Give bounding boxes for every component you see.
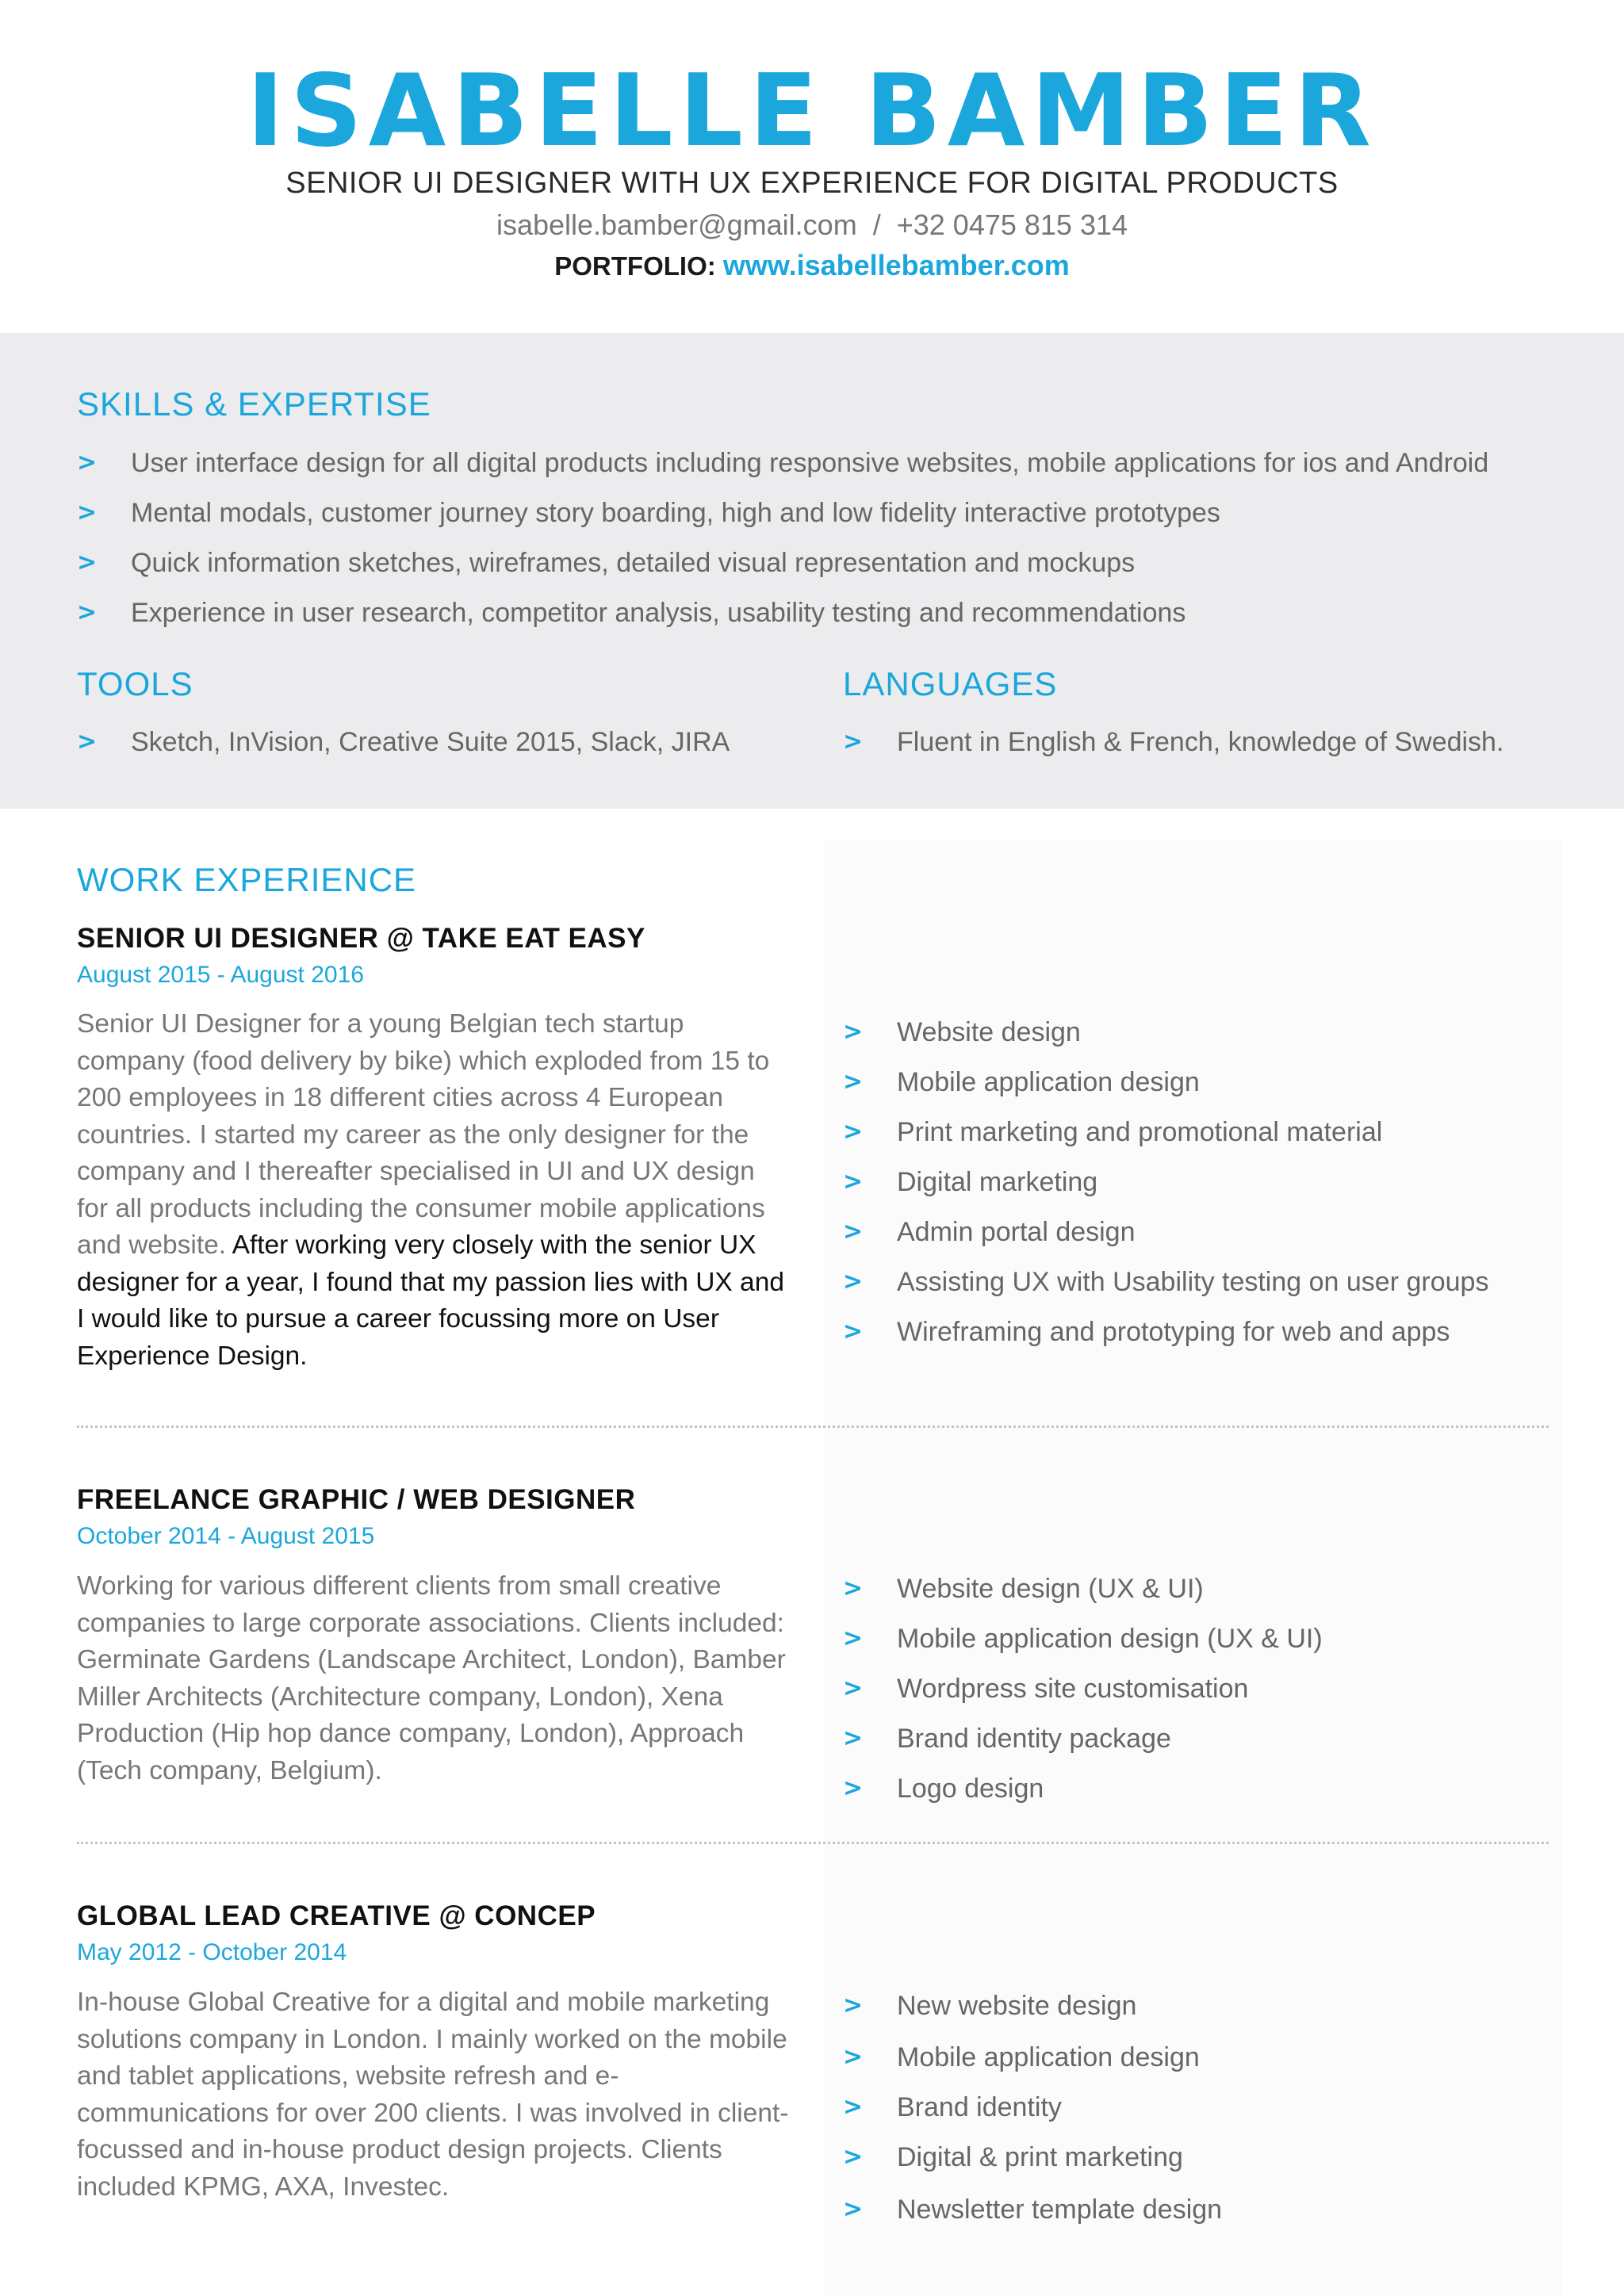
job-duty: > Logo design [897,1771,1044,1806]
skill-item: > User interface design for all digital products including responsive websites, mobile applications for ios and Android [131,446,1488,480]
chevron-right-icon: > [843,1018,864,1046]
chevron-right-icon: > [843,2093,864,2121]
job-description: Working for various different clients from small creative companies to large corporate associations. Clients included: Germinate Gardens (Landscape Architect, London), Bamber Miller Architects (Architecture company, London), Xena Production (Hip hop dance company, London), Approach (Tech company, Belgium). [77,1571,786,1785]
section-divider [77,1425,1549,1428]
job-title: FREELANCE GRAPHIC / WEB DESIGNER [77,1484,636,1515]
job-duty: > Print marketing and promotional material [897,1115,1382,1150]
chevron-right-icon: > [77,728,98,756]
chevron-right-icon: > [843,1724,864,1752]
job-duty: > Mobile application design [897,2040,1200,2075]
chevron-right-icon: > [843,728,864,756]
chevron-right-icon: > [843,1068,864,1096]
job-description: Senior UI Designer for a young Belgian tech startup company (food delivery by bike) which exploded from 15 to 200 employees in 18 different cities across 4 European countries. I started my career as the only designer for the company and I thereafter specialised in UI and UX design for all products including the consumer mobile applications and website. After working very closely with the senior UX designer for a year, I found that my passion lies with UX and I would like to pursue a career focussing more on User Experience Design. [77,1009,784,1371]
job-duty: > New website design [897,1988,1136,2023]
job-title: GLOBAL LEAD CREATIVE @ CONCEP [77,1900,596,1931]
job-description: In-house Global Creative for a digital and mobile marketing solutions company in London. I mainly worked on the mobile and tablet applications, website refresh and e-communications for over 200 clients. I was involved in client-focussed and in-house product design projects. Clients included KPMG, AXA, Investec. [77,1988,789,2202]
chevron-right-icon: > [77,549,98,576]
job-duty: > Wordpress site customisation [897,1671,1248,1706]
job-date: August 2015 - August 2016 [77,962,364,988]
chevron-right-icon: > [843,1774,864,1802]
skill-item: > Experience in user research, competitor analysis, usability testing and recommendations [131,595,1185,630]
chevron-right-icon: > [843,1118,864,1146]
tools-title: TOOLS [77,665,193,702]
tools-item: > Sketch, InVision, Creative Suite 2015, Slack, JIRA [131,725,730,760]
chevron-right-icon: > [843,2195,864,2223]
job-duty: > Admin portal design [897,1215,1136,1249]
portfolio-link[interactable]: www.isabellebamber.com [722,249,1070,281]
chevron-right-icon: > [843,2143,864,2171]
chevron-right-icon: > [843,1268,864,1295]
chevron-right-icon: > [843,1575,864,1602]
job-date: May 2012 - October 2014 [77,1939,347,1965]
candidate-name: ISABELLE BAMBER [247,52,1377,169]
portfolio-line [0,249,1624,283]
job-duty: > Mobile application design [897,1065,1200,1100]
chevron-right-icon: > [843,1218,864,1246]
chevron-right-icon: > [843,1674,864,1702]
chevron-right-icon: > [843,1992,864,2019]
job-duty: > Brand identity [897,2090,1062,2125]
job-title: SENIOR UI DESIGNER @ TAKE EAT EASY [77,923,645,954]
chevron-right-icon: > [77,449,98,476]
job-highlight: After working very closely with the senior UX designer for a year, I found that my passion lies with UX and I would like to pursue a career focussing more on User Experience Design. [77,1230,784,1371]
chevron-right-icon: > [77,599,98,626]
job-duty: > Website design [897,1015,1081,1050]
contact-separator: / [872,209,881,241]
skill-item: > Mental modals, customer journey story boarding, high and low fidelity interactive prototypes [131,496,1220,530]
skill-item: > Quick information sketches, wireframes, detailed visual representation and mockups [131,545,1135,580]
languages-item: > Fluent in English & French, knowledge of Swedish. [897,725,1503,760]
right-column-background [825,840,1562,2296]
job-duty: > Digital & print marketing [897,2140,1183,2175]
languages-title: LANGUAGES [843,665,1058,702]
email-link[interactable]: isabelle.bamber@gmail.com [496,209,857,241]
job-duty: > Assisting UX with Usability testing on user groups [897,1265,1488,1299]
skills-title: SKILLS & EXPERTISE [77,385,431,423]
job-duty: > Mobile application design (UX & UI) [897,1621,1323,1656]
job-duty: > Newsletter template design [897,2192,1222,2227]
work-experience-title: WORK EXPERIENCE [77,861,417,898]
job-headline: SENIOR UI DESIGNER WITH UX EXPERIENCE FOR DIGITAL PRODUCTS [285,166,1339,200]
job-duty: > Digital marketing [897,1165,1097,1200]
portfolio-label: PORTFOLIO: [554,251,716,281]
job-duty: > Website design (UX & UI) [897,1571,1204,1606]
resume-header [0,0,1624,333]
job-date: October 2014 - August 2015 [77,1523,375,1549]
chevron-right-icon: > [77,499,98,526]
chevron-right-icon: > [843,1318,864,1345]
job-duty: > Wireframing and prototyping for web and apps [897,1314,1450,1349]
contact-line [0,208,1624,243]
chevron-right-icon: > [843,1624,864,1652]
chevron-right-icon: > [843,2043,864,2071]
phone-number[interactable]: +32 0475 815 314 [896,209,1128,241]
job-duty: > Brand identity package [897,1721,1171,1756]
section-divider [77,1842,1549,1844]
chevron-right-icon: > [843,1168,864,1196]
